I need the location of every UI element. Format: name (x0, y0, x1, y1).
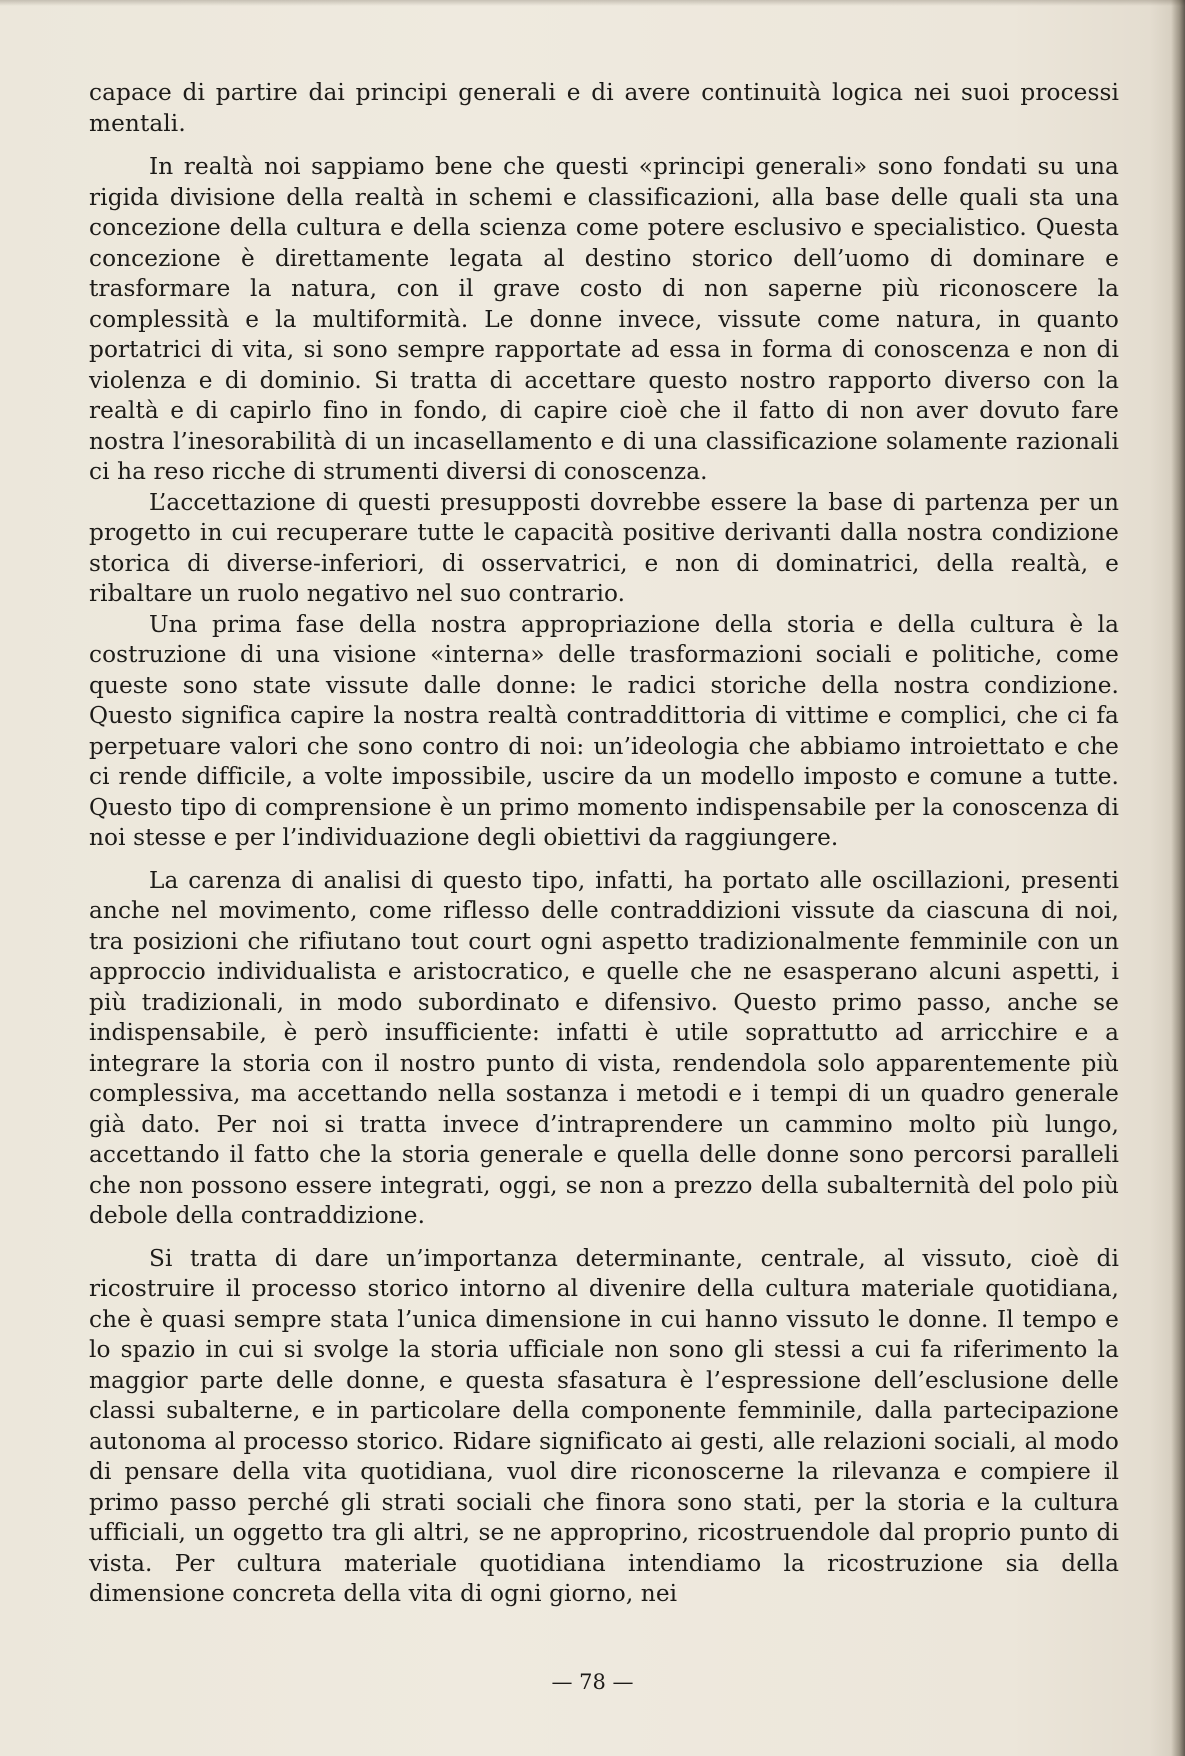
paragraph-3: L’accettazione di questi presupposti dovrebbe essere la base di partenza per un progetto in cui recuperare tutte le capacità positive derivanti dalla nostra condizione storica di diverse-inferiori, di osservatrici, e non di dominatrici, della realtà, e ribaltare un ruolo negativo nel suo contrario. (89, 488, 1119, 607)
binding-edge-shadow (1171, 0, 1185, 1756)
paragraph-6: Si tratta di dare un’importanza determinante, centrale, al vissuto, cioè di ricostruire il processo storico intorno al divenire della cultura materiale quotidiana, che è quasi sempre stata l’unica dimensione in cui hanno vissuto le donne. Il tempo e lo spazio in cui si svolge la storia ufficiale non sono gli stessi a cui fa riferimento la maggior parte delle donne, e questa sfasatura è l’espressione dell’esclusione delle classi subalterne, e in particolare della componente femminile, dalla partecipazione autonoma al processo storico. Ridare significato ai gesti, alle relazioni sociali, al modo di pensare della vita quotidiana, vuol dire riconoscerne la rilevanza e compiere il primo passo perché gli strati sociali che finora sono stati, per la storia e la cultura ufficiali, un oggetto tra gli altri, se ne approprino, ricostruendole dal proprio punto di vista. Per cultura materiale quotidiana intendiamo la ricostruzione sia della dimensione concreta della vita di ogni giorno, nei (89, 1244, 1119, 1607)
top-edge-shadow (0, 0, 1185, 6)
paragraph-1: capace di partire dai principi generali e di avere continuità logica nei suoi processi mentali. (89, 79, 1119, 137)
page-number: — 78 — (551, 1670, 634, 1694)
paragraph-4: Una prima fase della nostra appropriazione della storia e della cultura è la costruzione di una visione «interna» delle trasformazioni sociali e politiche, come queste sono state vissute dalle donne: le radici storiche della nostra condizione. Questo significa capire la nostra realtà contraddittoria di vittime e complici, che ci fa perpetuare valori che sono contro di noi: un’ideologia che abbiamo introiettato e che ci rende difficile, a volte impossibile, uscire da un modello imposto e comune a tutte. Questo tipo di comprensione è un primo momento indispensabile per la conoscenza di noi stesse e per l’individuazione degli obiettivi da raggiungere. (89, 610, 1119, 851)
paragraph-5: La carenza di analisi di questo tipo, infatti, ha portato alle oscillazioni, presenti anche nel movimento, come riflesso delle contraddizioni vissute da ciascuna di noi, tra posizioni che rifiutano tout court ogni aspetto tradizionalmente femminile con un approccio individualista e aristocratico, e quelle che ne esasperano alcuni aspetti, i più tradizionali, in modo subordinato e difensivo. Questo primo passo, anche se indispensabile, è però insufficiente: infatti è utile soprattutto ad arricchire e a integrare la storia con il nostro punto di vista, rendendola solo apparentemente più complessiva, ma accettando nella sostanza i metodi e i tempi di un quadro generale già dato. Per noi si tratta invece d’intraprendere un cammino molto più lungo, accettando il fatto che la storia generale e quella delle donne sono percorsi paralleli che non possono essere integrati, oggi, se non a prezzo della subalternità del polo più debole della contraddizione. (89, 866, 1119, 1229)
body-text (89, 78, 1119, 1610)
paragraph-2: In realtà noi sappiamo bene che questi «principi generali» sono fondati su una rigida divisione della realtà in schemi e classificazioni, alla base delle quali sta una concezione della cultura e della scienza come potere esclusivo e specialistico. Questa concezione è direttamente legata al destino storico dell’uomo di dominare e trasformare la natura, con il grave costo di non saperne più riconoscere la complessità e la multiformità. Le donne invece, vissute come natura, in quanto portatrici di vita, si sono sempre rapportate ad essa in forma di conoscenza e non di violenza e di dominio. Si tratta di accettare questo nostro rapporto diverso con la realtà e di capirlo fino in fondo, di capire cioè che il fatto di non aver dovuto fare nostra l’inesorabilità di un incasellamento e di una classificazione solamente razionali ci ha reso ricche di strumenti diversi di conoscenza. (89, 153, 1119, 485)
